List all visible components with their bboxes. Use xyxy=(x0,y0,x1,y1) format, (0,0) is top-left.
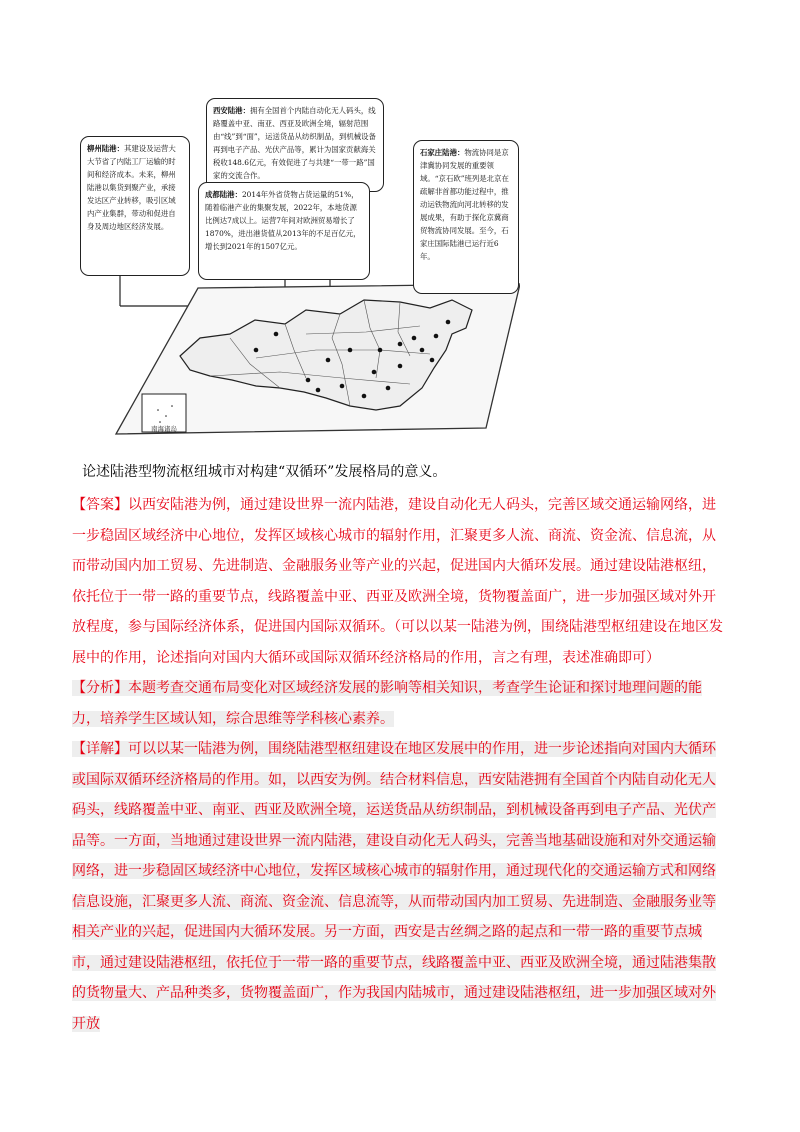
callout-xian-title: 西安陆港： xyxy=(213,106,250,115)
callout-xian xyxy=(206,98,384,192)
callout-shijiazhuang-text: 物流协同是京津冀协同发展的重要领域。“京石欧”班列是北京在疏解非首都功能过程中，推动运铁物流向河北转移的发展成果，有助于探化京冀商贸物流协同发展。至今，石家庄国际陆港已运行近6年。 xyxy=(420,148,509,261)
callout-chengdu xyxy=(198,182,370,280)
analysis-section xyxy=(72,673,728,734)
answer-tag: 【答案】 xyxy=(72,497,128,513)
detail-section xyxy=(72,734,728,1039)
detail-text: 可以以某一陆港为例，围绕陆港型枢纽建设在地区发展中的作用，进一步论述指向对国内大循环或国际双循环经济格局的作用。如，以西安为例。结合材料信息，西安陆港拥有全国首个内陆自动化无人码头，线路覆盖中亚、南亚、西亚及欧洲全境，运送货品从纺织制品，到机械设备再到电子产品、光伏产品等。一方面，当地通过建设世界一流内陆港，建设自动化无人码头，完善当地基础设施和对外交通运输网络，进一步稳固区域经济中心地位，发挥区域核心城市的辐射作用，通过现代化的交通运输方式和网络信息设施，汇聚更多人流、商流、资金流、信息流等，从而带动国内加工贸易、先进制造、金融服务业等相关产业的兴起，促进国内大循环发展。另一方面，西安是古丝绸之路的起点和一带一路的重要节点城市，通过建设陆港枢纽，依托位于一带一路的重要节点，线路覆盖中亚、西亚及欧洲全境，通过陆港集散的货物量大、产品种类多，货物覆盖面广，作为我国内陆城市，通过建设陆港枢纽，进一步加强区域对外开放 xyxy=(72,741,716,1032)
map-figure xyxy=(80,88,520,440)
analysis-text: 本题考查交通布局变化对区域经济发展的影响等相关知识，考查学生论证和探讨地理问题的能力，培养学生区域认知，综合思维等学科核心素养。 xyxy=(72,680,702,727)
callout-liuzhou xyxy=(80,136,190,276)
callout-chengdu-title: 成都陆港： xyxy=(205,190,242,199)
answer-section xyxy=(72,490,728,673)
callout-liuzhou-text: 其建设及运营大大节省了内陆工厂运输的时间和经济成本。未来，柳州陆港以集货到聚产业，承接发达区产业转移，吸引区域内产业集群，带动和促进自身及周边地区经济发展。 xyxy=(87,144,176,231)
callout-shijiazhuang-title: 石家庄陆港： xyxy=(420,148,465,157)
answer-text: 以西安陆港为例，通过建设世界一流内陆港，建设自动化无人码头，完善区域交通运输网络，进一步稳固区域经济中心地位，发挥区域核心城市的辐射作用，汇聚更多人流、商流、资金流、信息流，从而带动国内加工贸易、先进制造、金融服务业等产业的兴起，促进国内大循环发展。通过建设陆港枢纽，依托位于一带一路的重要节点，线路覆盖中亚、西亚及欧洲全境，货物覆盖面广，进一步加强区域对外开放程度，参与国际经济体系，促进国内国际双循环。（可以以某一陆港为例，围绕陆港型枢纽建设在地区发展中的作用，论述指向对国内大循环或国际双循环经济格局的作用，言之有理，表述准确即可） xyxy=(72,497,723,666)
callout-liuzhou-title: 柳州陆港： xyxy=(87,144,124,153)
callout-shijiazhuang xyxy=(413,140,519,294)
analysis-tag: 【分析】 xyxy=(72,680,128,696)
south-sea-label: 南海诸岛 xyxy=(151,425,177,433)
question-text: 论述陆港型物流枢纽城市对构建“双循环”发展格局的意义。 xyxy=(82,464,447,480)
callout-xian-text: 拥有全国首个内陆自动化无人码头，线路覆盖中亚、南亚、西亚及欧洲全境，辐射范围由“线”到“面”，运送货品从纺织制品，到机械设备再到电子产品、光伏产品等，累计为国家贡献海关税收148.6亿元，有效促进了与共建“一带一路”国家的交流合作。 xyxy=(213,106,376,180)
callout-chengdu-text: 2014年外省货物占货运量的51%，随着临港产业的集聚发展，2022年，本地货源比例达7成以上。运营7年间对欧洲贸易增长了1870%，进出港货值从2013年的不足百亿元，增长到2021年的1507亿元。 xyxy=(205,190,361,251)
detail-tag: 【详解】 xyxy=(72,741,128,757)
